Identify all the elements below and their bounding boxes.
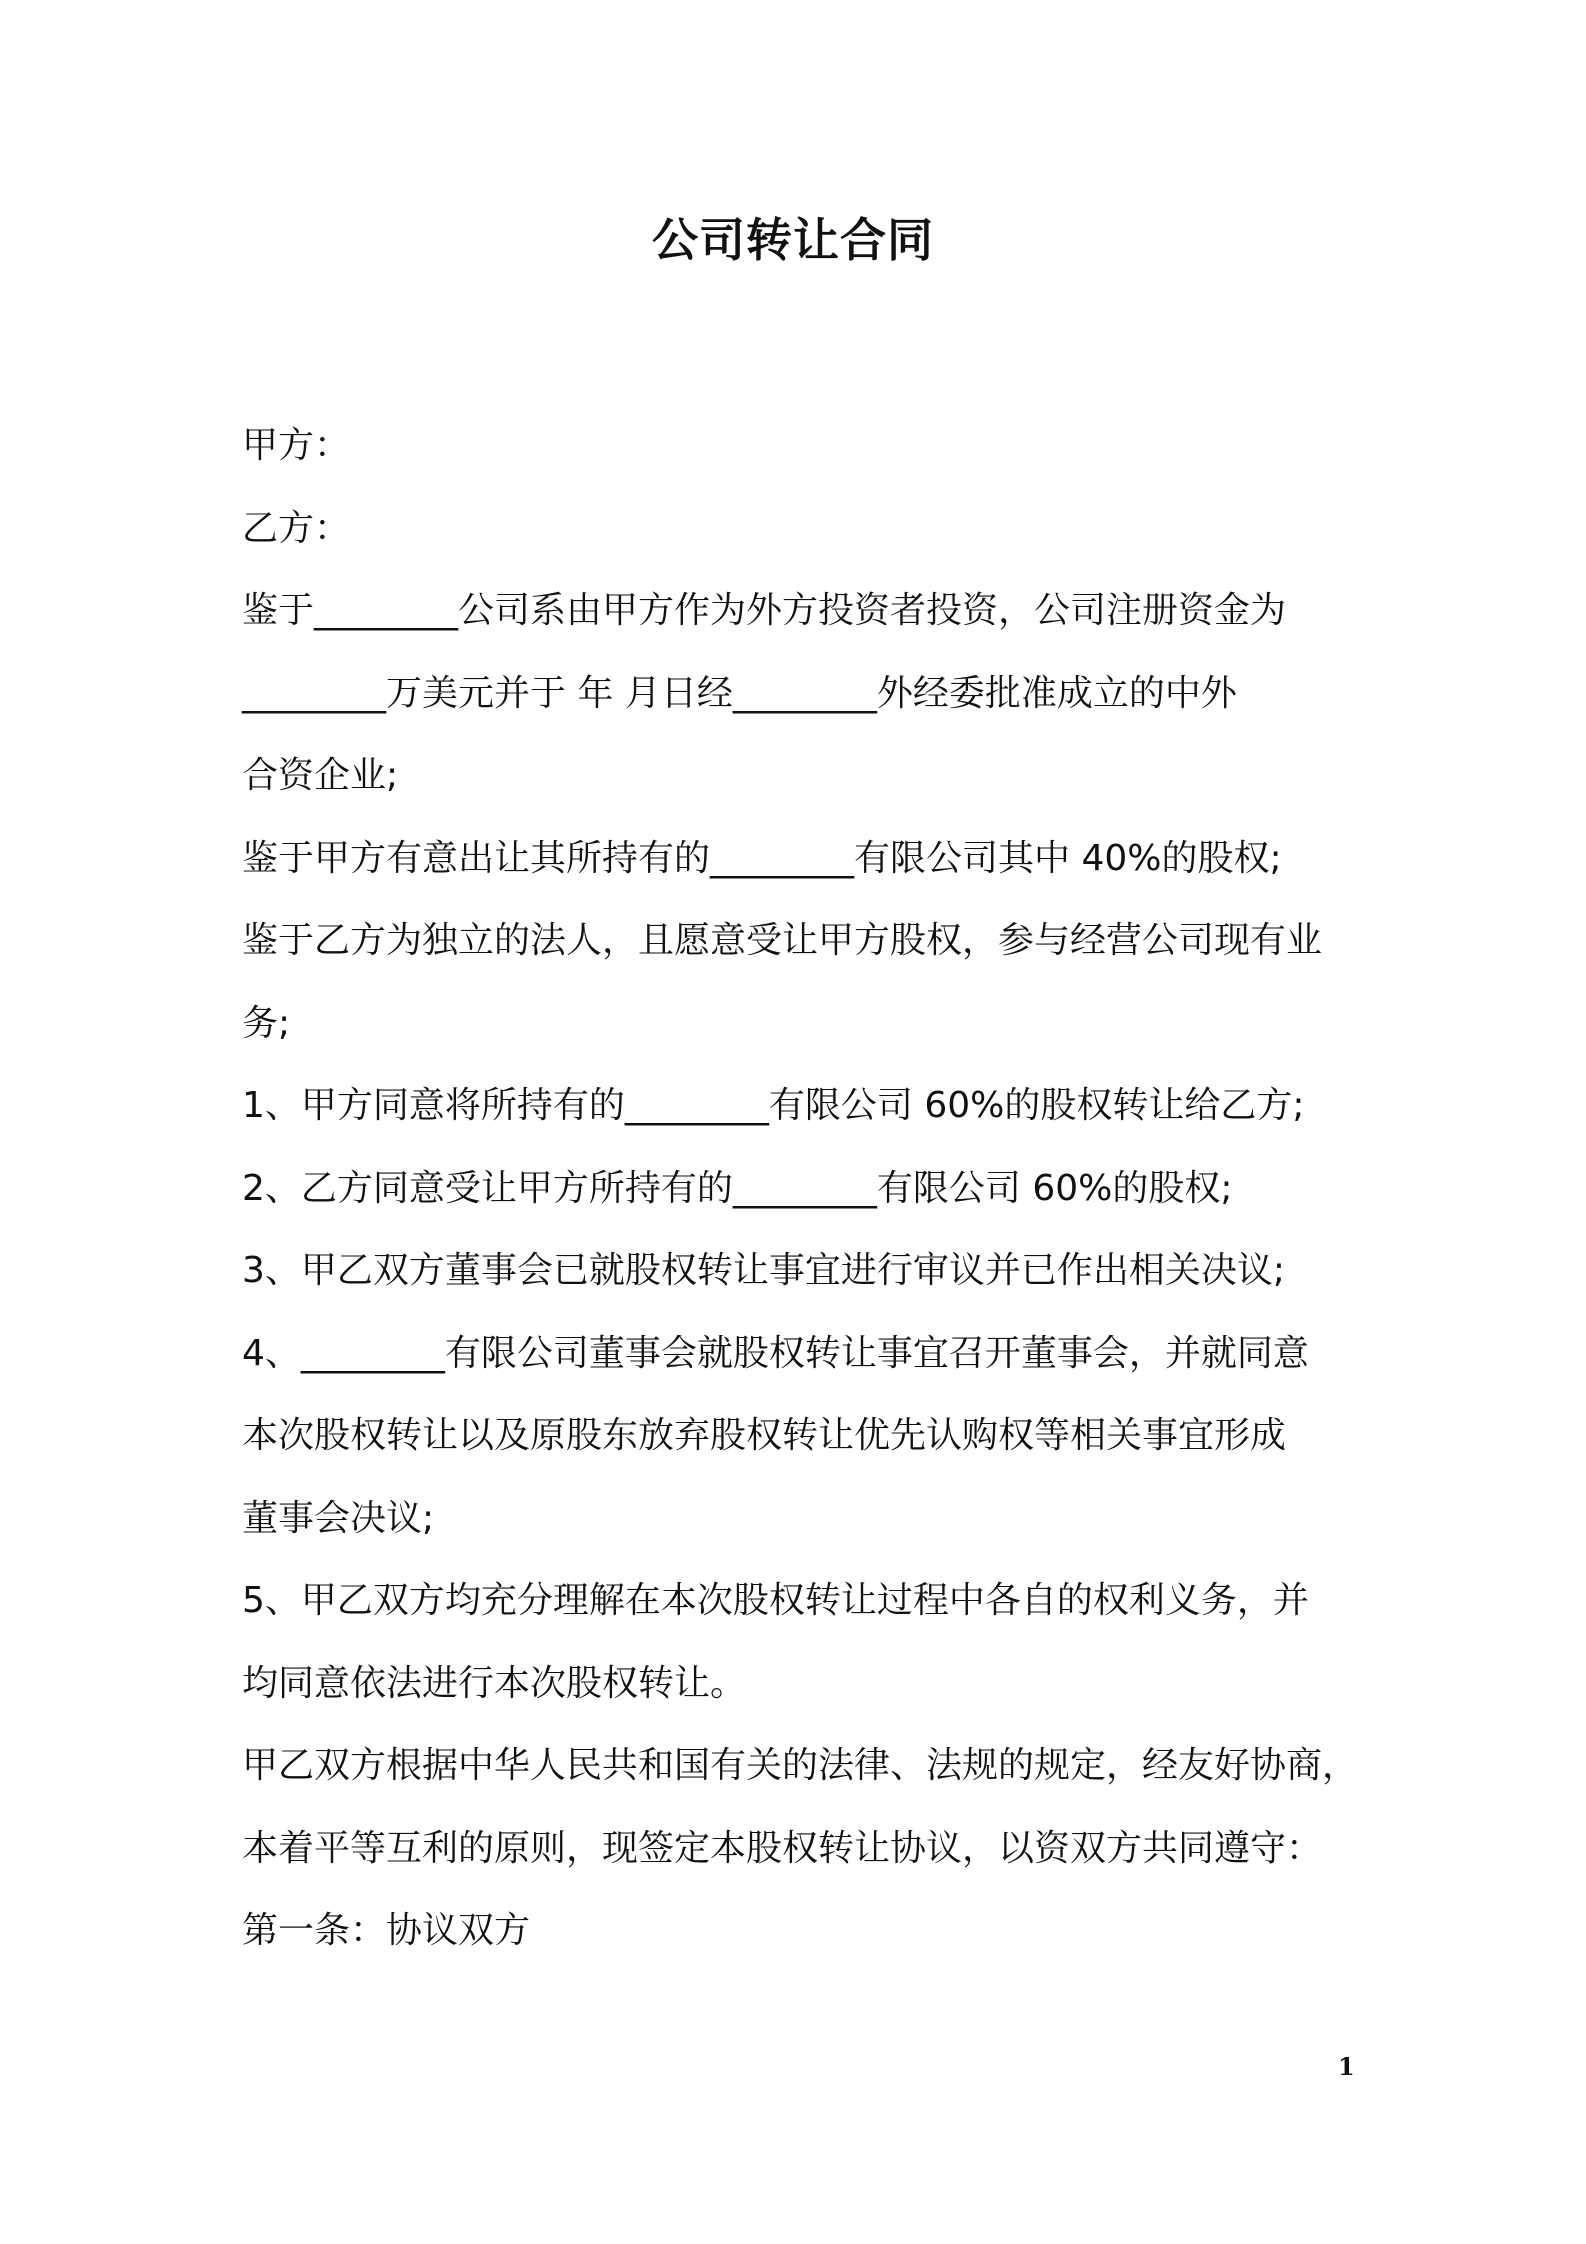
body-line: 本次股权转让以及原股东放弃股权转让优先认购权等相关事宜形成 bbox=[242, 1415, 1287, 1456]
body-line: 均同意依法进行本次股权转让。 bbox=[242, 1662, 747, 1704]
body-line: 本着平等互利的原则，现签定本股权转让协议，以资双方共同遵守： bbox=[242, 1827, 1323, 1869]
clause-item-2: 2、乙方同意受让甲方所持有的________有限公司 60%的股权; bbox=[242, 1167, 1233, 1209]
body-line: 鉴于乙方为独立的法人，且愿意受让甲方股权，参与经营公司现有业 bbox=[242, 920, 1323, 961]
clause-item-4: 4、________有限公司董事会就股权转让事宜召开董事会，并就同意 bbox=[242, 1332, 1309, 1374]
body-line: 务; bbox=[242, 1002, 291, 1044]
document-title: 公司转让合同 bbox=[652, 213, 934, 267]
clause-item-5: 5、甲乙双方均充分理解在本次股权转让过程中各自的权利义务，并 bbox=[242, 1580, 1309, 1621]
article-heading: 第一条：协议双方 bbox=[242, 1910, 531, 1951]
body-line: 鉴于甲方有意出让其所持有的________有限公司其中 40%的股权; bbox=[242, 837, 1282, 879]
body-line: ________万美元并于 年 月日经________外经委批准成立的中外 bbox=[242, 672, 1237, 714]
party-a-line: 甲方： bbox=[242, 425, 351, 466]
document-body bbox=[242, 405, 1360, 1973]
clause-item-3: 3、甲乙双方董事会已就股权转让事宜进行审议并已作出相关决议; bbox=[242, 1250, 1286, 1291]
body-line: 董事会决议; bbox=[242, 1497, 435, 1539]
body-line: 合资企业; bbox=[242, 755, 399, 796]
page-number: 1 bbox=[1338, 2052, 1355, 2081]
body-line: 甲乙双方根据中华人民共和国有关的法律、法规的规定，经友好协商， bbox=[242, 1745, 1359, 1786]
party-b-line: 乙方： bbox=[242, 507, 351, 549]
clause-item-1: 1、甲方同意将所持有的________有限公司 60%的股权转让给乙方; bbox=[242, 1085, 1305, 1126]
body-line: 鉴于________公司系由甲方作为外方投资者投资，公司注册资金为 bbox=[242, 590, 1287, 631]
